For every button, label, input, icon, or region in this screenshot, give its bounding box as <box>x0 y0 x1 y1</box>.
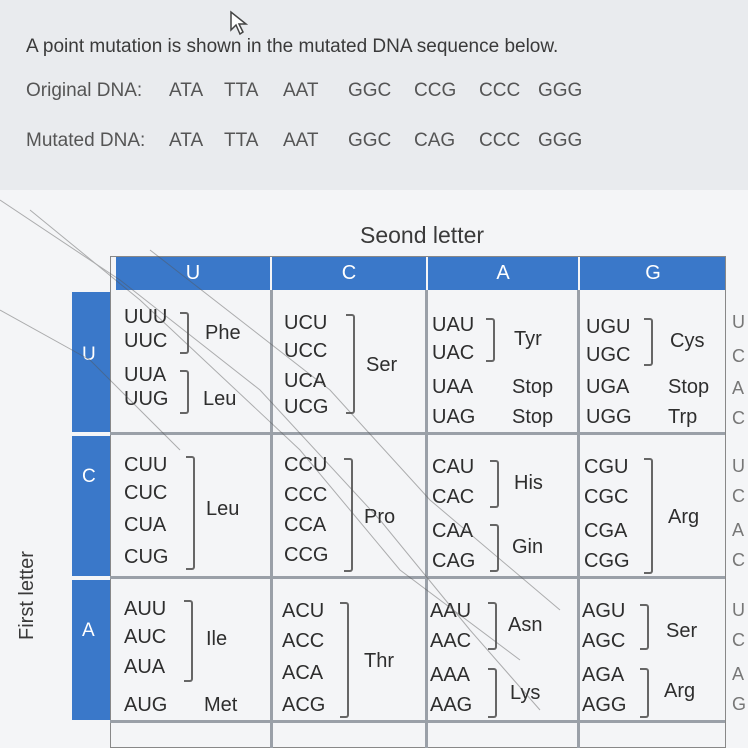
codon-bracket <box>640 604 649 650</box>
amino-acid-arg: Arg <box>668 506 700 528</box>
codon: UUU <box>124 306 168 328</box>
codon: UUA <box>124 364 167 386</box>
codon: UUC <box>124 330 168 352</box>
mutated-codon: CAG <box>414 130 456 151</box>
codon: CGG <box>584 550 630 572</box>
third-letter: C <box>732 408 745 428</box>
codon: AAC <box>430 630 472 652</box>
mutated-codon: GGC <box>348 130 392 151</box>
second-letter-title: Seond letter <box>360 222 485 248</box>
amino-acid-ser: Ser <box>366 354 398 376</box>
column-header-label: G <box>645 262 661 284</box>
mouse-cursor-icon <box>229 10 249 36</box>
codon: AGA <box>582 664 625 686</box>
codon: ACU <box>282 600 325 622</box>
codon-bracket <box>346 314 355 414</box>
codon: UAU <box>432 314 475 336</box>
codon: CCA <box>284 514 327 536</box>
mutated-codon: GGG <box>538 130 583 151</box>
codon: UGG <box>586 406 632 428</box>
codon: AUU <box>124 598 167 620</box>
column-divider <box>270 290 273 748</box>
row-header-label: U <box>82 344 96 365</box>
original-codon: GGC <box>348 80 392 101</box>
codon: CCC <box>284 484 328 506</box>
codon: UCA <box>284 370 327 392</box>
amino-acid-phe: Phe <box>205 322 241 344</box>
original-codon: GGG <box>538 80 583 101</box>
third-letter: G <box>732 694 747 714</box>
amino-acid-ile: Ile <box>206 628 228 650</box>
third-letter: C <box>732 630 745 650</box>
amino-acid-stop: Stop <box>512 376 554 398</box>
original-dna-label: Original DNA: <box>26 80 143 101</box>
codon: CUA <box>124 514 167 536</box>
codon-bracket <box>644 458 653 574</box>
codon: CCU <box>284 454 328 476</box>
codon: CGC <box>584 486 629 508</box>
third-letter: A <box>732 664 745 684</box>
row-divider <box>110 432 725 435</box>
codon-bracket <box>488 668 497 718</box>
codon: AUG <box>124 694 168 716</box>
codon-bracket <box>180 312 189 354</box>
codon: AGG <box>582 694 627 716</box>
codon: ACA <box>282 662 324 684</box>
codon-bracket <box>184 600 193 682</box>
codon: CCG <box>284 544 329 566</box>
column-header-label: C <box>341 262 357 284</box>
amino-acid-tyr: Tyr <box>514 328 542 350</box>
amino-acid-trp: Trp <box>668 406 698 428</box>
mutated-codon: ATA <box>169 130 204 151</box>
amino-acid-leu: Leu <box>203 388 237 410</box>
question-text: A point mutation is shown in the mutated DNA sequence below. <box>26 36 559 57</box>
row-header-a <box>72 580 110 720</box>
amino-acid-stop: Stop <box>668 376 710 398</box>
codon: CGU <box>584 456 629 478</box>
codon: AAG <box>430 694 473 716</box>
row-divider <box>110 576 725 579</box>
third-letter: A <box>732 520 745 540</box>
row-header-label: A <box>82 620 95 641</box>
codon-bracket <box>640 668 649 718</box>
original-codon: TTA <box>224 80 259 101</box>
column-divider <box>425 290 428 748</box>
row-header-u <box>72 292 110 432</box>
third-letter: U <box>732 456 745 476</box>
amino-acid-ser: Ser <box>666 620 698 642</box>
amino-acid-gin: Gin <box>512 536 544 558</box>
amino-acid-asn: Asn <box>508 614 543 636</box>
row-divider <box>110 720 725 723</box>
codon: ACC <box>282 630 325 652</box>
third-letter: A <box>732 378 745 398</box>
column-header-label: U <box>185 262 201 284</box>
original-codon: CCG <box>414 80 457 101</box>
codon: CAC <box>432 486 475 508</box>
codon: CAG <box>432 550 476 572</box>
codon: AAA <box>430 664 471 686</box>
original-codon: ATA <box>169 80 204 101</box>
codon-bracket <box>180 370 189 414</box>
codon: AGC <box>582 630 626 652</box>
codon: UUG <box>124 388 169 410</box>
mutated-codon: AAT <box>283 130 319 151</box>
codon-bracket <box>490 460 499 508</box>
mutated-codon: CCC <box>479 130 521 151</box>
codon: UAA <box>432 376 474 398</box>
amino-acid-lys: Lys <box>510 682 541 704</box>
column-divider <box>577 290 580 748</box>
codon-bracket <box>186 456 195 570</box>
original-codon: AAT <box>283 80 319 101</box>
mutated-dna-label: Mutated DNA: <box>26 130 146 151</box>
column-header-label: A <box>496 262 510 284</box>
codon: UGC <box>586 344 631 366</box>
third-letter: C <box>732 550 745 570</box>
codon-bracket <box>644 318 653 366</box>
codon-table <box>110 256 726 748</box>
row-header-c <box>72 436 110 576</box>
codon: AUC <box>124 626 167 648</box>
amino-acid-stop: Stop <box>512 406 554 428</box>
third-letter: U <box>732 600 745 620</box>
codon-bracket <box>344 458 353 572</box>
codon: UCU <box>284 312 328 334</box>
amino-acid-pro: Pro <box>364 506 396 528</box>
codon-bracket <box>488 602 497 650</box>
codon: CAU <box>432 456 475 478</box>
codon: CUU <box>124 454 168 476</box>
original-codon: CCC <box>479 80 521 101</box>
codon: ACG <box>282 694 326 716</box>
third-letter: C <box>732 486 745 506</box>
codon: UAG <box>432 406 476 428</box>
third-letter: U <box>732 312 745 332</box>
codon: CUG <box>124 546 169 568</box>
codon: UGA <box>586 376 630 398</box>
codon: UCC <box>284 340 328 362</box>
codon: AGU <box>582 600 626 622</box>
first-letter-title: First letter <box>16 551 38 640</box>
codon: CGA <box>584 520 628 542</box>
codon-bracket <box>486 318 495 362</box>
codon: AAU <box>430 600 472 622</box>
codon-bracket <box>490 524 499 572</box>
amino-acid-met: Met <box>204 694 238 716</box>
codon: UAC <box>432 342 475 364</box>
codon: UGU <box>586 316 631 338</box>
codon: UCG <box>284 396 329 418</box>
codon: CAA <box>432 520 474 542</box>
third-letter: C <box>732 346 745 366</box>
amino-acid-arg: Arg <box>664 680 696 702</box>
codon: CUC <box>124 482 168 504</box>
codon: AUA <box>124 656 166 678</box>
amino-acid-cys: Cys <box>670 330 705 352</box>
amino-acid-his: His <box>514 472 543 494</box>
mutated-codon: TTA <box>224 130 259 151</box>
codon-bracket <box>340 602 349 718</box>
amino-acid-thr: Thr <box>364 650 394 672</box>
row-header-label: C <box>82 466 96 487</box>
amino-acid-leu: Leu <box>206 498 240 520</box>
